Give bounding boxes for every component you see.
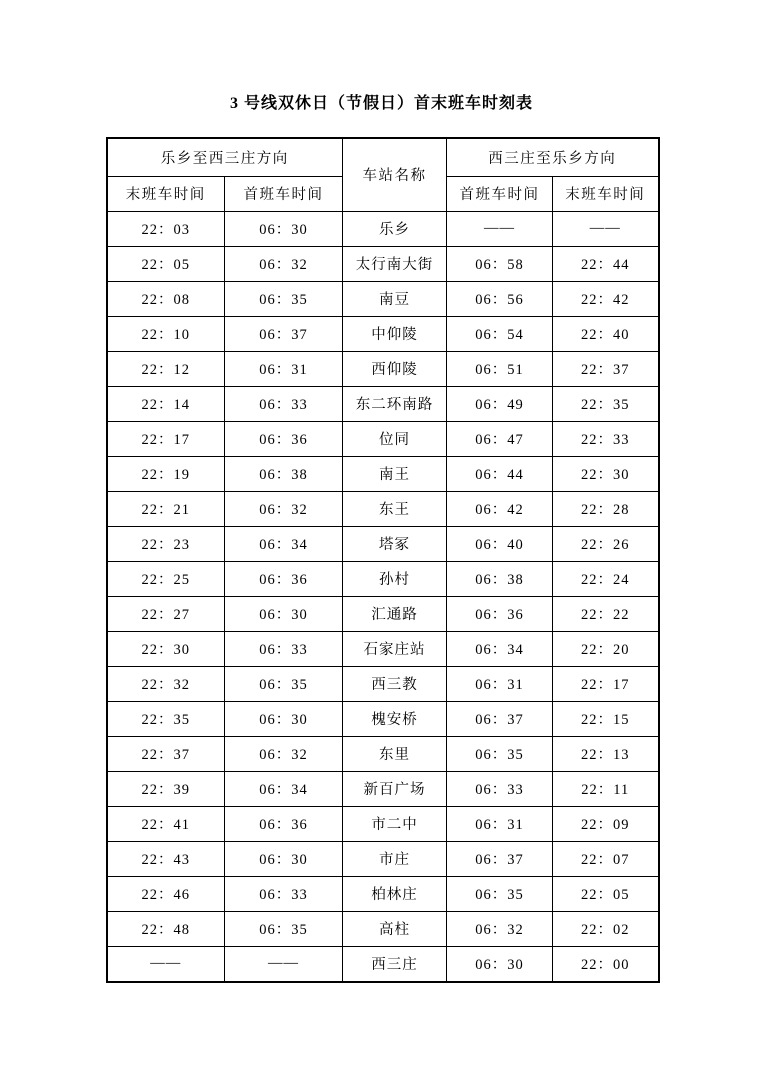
cell-right-last: 22：22 (553, 596, 659, 631)
header-right-last: 末班车时间 (553, 176, 659, 211)
cell-station: 槐安桥 (343, 701, 447, 736)
header-left-last: 末班车时间 (107, 176, 225, 211)
cell-left-first: —— (225, 946, 343, 982)
cell-station: 高柱 (343, 911, 447, 946)
cell-left-first: 06：37 (225, 316, 343, 351)
cell-right-last: 22：05 (553, 876, 659, 911)
cell-right-last: 22：40 (553, 316, 659, 351)
cell-station: 市庄 (343, 841, 447, 876)
cell-right-first: 06：34 (447, 631, 553, 666)
timetable (106, 137, 660, 983)
cell-station: 孙村 (343, 561, 447, 596)
cell-station: 东二环南路 (343, 386, 447, 421)
cell-right-first: 06：40 (447, 526, 553, 561)
cell-right-first: 06：58 (447, 246, 553, 281)
cell-right-first: 06：35 (447, 876, 553, 911)
cell-right-first: 06：31 (447, 806, 553, 841)
cell-right-last: 22：44 (553, 246, 659, 281)
table-row (107, 561, 659, 596)
cell-left-first: 06：32 (225, 736, 343, 771)
table-row (107, 456, 659, 491)
timetable-container (106, 137, 658, 983)
table-row (107, 211, 659, 246)
cell-left-first: 06：30 (225, 701, 343, 736)
cell-station: 东王 (343, 491, 447, 526)
cell-station: 东里 (343, 736, 447, 771)
cell-left-first: 06：30 (225, 841, 343, 876)
cell-left-last: 22：43 (107, 841, 225, 876)
table-row (107, 421, 659, 456)
cell-right-first: 06：54 (447, 316, 553, 351)
cell-right-last: 22：11 (553, 771, 659, 806)
cell-right-last: 22：07 (553, 841, 659, 876)
cell-station: 西三庄 (343, 946, 447, 982)
cell-left-last: 22：10 (107, 316, 225, 351)
cell-right-last: 22：28 (553, 491, 659, 526)
cell-station: 石家庄站 (343, 631, 447, 666)
page-title: 3 号线双休日（节假日）首末班车时刻表 (229, 95, 533, 112)
cell-right-first: 06：37 (447, 701, 553, 736)
table-row (107, 946, 659, 982)
cell-station: 西三教 (343, 666, 447, 701)
cell-right-first: 06：56 (447, 281, 553, 316)
cell-left-last: 22：17 (107, 421, 225, 456)
table-row (107, 806, 659, 841)
cell-left-first: 06：32 (225, 246, 343, 281)
table-row (107, 736, 659, 771)
cell-left-last: 22：46 (107, 876, 225, 911)
cell-left-first: 06：33 (225, 631, 343, 666)
table-row (107, 491, 659, 526)
cell-left-last: 22：23 (107, 526, 225, 561)
cell-right-last: 22：13 (553, 736, 659, 771)
cell-left-last: 22：05 (107, 246, 225, 281)
cell-right-first: 06：44 (447, 456, 553, 491)
table-row (107, 841, 659, 876)
cell-left-first: 06：34 (225, 526, 343, 561)
cell-left-last: 22：14 (107, 386, 225, 421)
table-row (107, 316, 659, 351)
cell-left-last: 22：03 (107, 211, 225, 246)
cell-station: 乐乡 (343, 211, 447, 246)
cell-left-first: 06：35 (225, 281, 343, 316)
table-row (107, 596, 659, 631)
cell-left-first: 06：36 (225, 421, 343, 456)
cell-right-first: 06：33 (447, 771, 553, 806)
cell-station: 南豆 (343, 281, 447, 316)
cell-left-last: 22：39 (107, 771, 225, 806)
cell-right-last: 22：15 (553, 701, 659, 736)
cell-left-first: 06：35 (225, 666, 343, 701)
cell-left-first: 06：36 (225, 561, 343, 596)
cell-left-first: 06：32 (225, 491, 343, 526)
cell-right-first: 06：36 (447, 596, 553, 631)
table-row (107, 281, 659, 316)
cell-left-last: 22：21 (107, 491, 225, 526)
cell-left-last: 22：25 (107, 561, 225, 596)
cell-right-last: 22：30 (553, 456, 659, 491)
table-row (107, 526, 659, 561)
timetable-body (107, 211, 659, 982)
table-row (107, 876, 659, 911)
cell-station: 西仰陵 (343, 351, 447, 386)
cell-left-first: 06：38 (225, 456, 343, 491)
cell-left-last: —— (107, 946, 225, 982)
header-left-direction: 乐乡至西三庄方向 (107, 138, 343, 176)
cell-left-last: 22：19 (107, 456, 225, 491)
cell-station: 市二中 (343, 806, 447, 841)
cell-left-first: 06：33 (225, 386, 343, 421)
cell-station: 新百广场 (343, 771, 447, 806)
table-row (107, 911, 659, 946)
cell-left-last: 22：35 (107, 701, 225, 736)
cell-left-last: 22：08 (107, 281, 225, 316)
cell-right-first: 06：51 (447, 351, 553, 386)
cell-right-last: —— (553, 211, 659, 246)
header-right-first: 首班车时间 (447, 176, 553, 211)
cell-left-last: 22：37 (107, 736, 225, 771)
cell-right-last: 22：26 (553, 526, 659, 561)
cell-right-last: 22：09 (553, 806, 659, 841)
table-row (107, 701, 659, 736)
cell-left-first: 06：35 (225, 911, 343, 946)
table-row (107, 246, 659, 281)
cell-right-last: 22：42 (553, 281, 659, 316)
cell-station: 柏林庄 (343, 876, 447, 911)
cell-right-last: 22：35 (553, 386, 659, 421)
direction-header-row (107, 138, 659, 176)
header-station-column: 车站名称 (343, 138, 447, 211)
cell-station: 塔冢 (343, 526, 447, 561)
cell-right-first: 06：32 (447, 911, 553, 946)
cell-right-first: 06：37 (447, 841, 553, 876)
cell-right-last: 22：17 (553, 666, 659, 701)
cell-station: 汇通路 (343, 596, 447, 631)
table-row (107, 631, 659, 666)
cell-station: 中仰陵 (343, 316, 447, 351)
cell-right-last: 22：20 (553, 631, 659, 666)
cell-right-first: 06：35 (447, 736, 553, 771)
cell-left-last: 22：27 (107, 596, 225, 631)
cell-left-last: 22：30 (107, 631, 225, 666)
header-left-first: 首班车时间 (225, 176, 343, 211)
cell-right-first: 06：49 (447, 386, 553, 421)
cell-right-first: 06：30 (447, 946, 553, 982)
cell-left-last: 22：32 (107, 666, 225, 701)
cell-right-first: 06：42 (447, 491, 553, 526)
cell-right-last: 22：24 (553, 561, 659, 596)
cell-left-first: 06：30 (225, 596, 343, 631)
cell-left-first: 06：31 (225, 351, 343, 386)
table-row (107, 666, 659, 701)
table-row (107, 771, 659, 806)
cell-left-first: 06：30 (225, 211, 343, 246)
cell-right-last: 22：02 (553, 911, 659, 946)
cell-right-first: 06：47 (447, 421, 553, 456)
timetable-header (107, 138, 659, 211)
cell-right-first: 06：31 (447, 666, 553, 701)
cell-station: 南王 (343, 456, 447, 491)
cell-right-first: 06：38 (447, 561, 553, 596)
cell-right-first: —— (447, 211, 553, 246)
cell-right-last: 22：37 (553, 351, 659, 386)
cell-station: 太行南大街 (343, 246, 447, 281)
cell-right-last: 22：33 (553, 421, 659, 456)
cell-left-last: 22：12 (107, 351, 225, 386)
cell-station: 位同 (343, 421, 447, 456)
cell-left-first: 06：34 (225, 771, 343, 806)
header-right-direction: 西三庄至乐乡方向 (447, 138, 659, 176)
table-row (107, 386, 659, 421)
table-row (107, 351, 659, 386)
cell-left-first: 06：36 (225, 806, 343, 841)
cell-left-last: 22：48 (107, 911, 225, 946)
cell-right-last: 22：00 (553, 946, 659, 982)
cell-left-first: 06：33 (225, 876, 343, 911)
cell-left-last: 22：41 (107, 806, 225, 841)
